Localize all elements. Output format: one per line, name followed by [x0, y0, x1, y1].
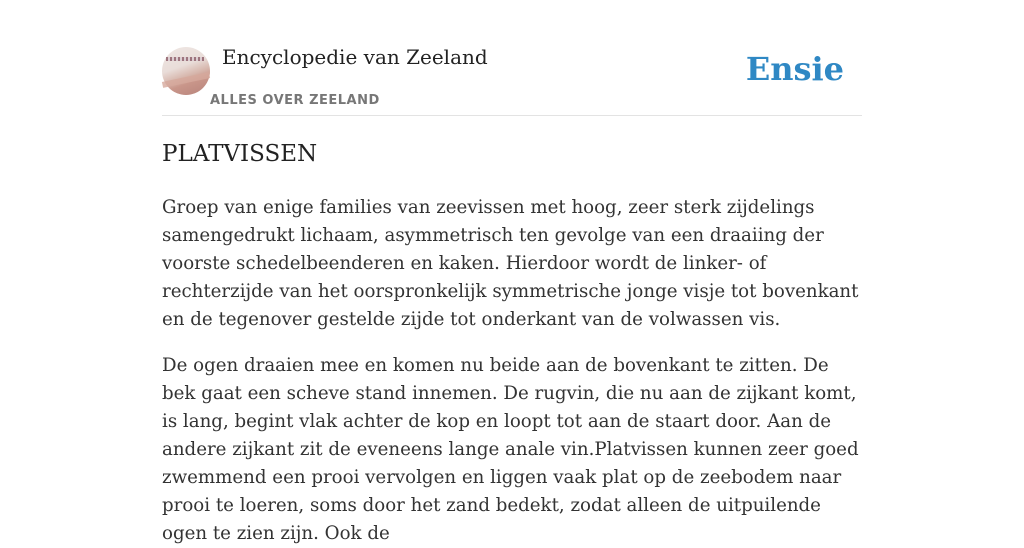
site-avatar[interactable]	[162, 47, 210, 95]
article-content	[162, 138, 862, 548]
site-title-link[interactable]: Encyclopedie van Zeeland	[222, 45, 488, 69]
avatar-pattern-band	[162, 72, 210, 88]
site-subtitle: ALLES OVER ZEELAND	[210, 93, 380, 108]
avatar-pattern	[166, 57, 204, 61]
article-paragraph-1: Groep van enige families van zeevissen met hoog, zeer sterk zijdelings samengedrukt lichaam, asymmetrisch ten gevolge van een draaiing der voorste schedelbeenderen en kaken. Hierdoor wordt de linker- of rechterzijde van het oorspronkelijk symmetrische jonge visje tot bovenkant en de tegenover gestelde zijde tot onderkant van de volwassen vis.	[162, 197, 859, 330]
article-title: PLATVISSEN	[162, 141, 318, 167]
brand-logo-link[interactable]: Ensie	[745, 50, 844, 88]
article-paragraph-2: De ogen draaien mee en komen nu beide aan de bovenkant te zitten. De bek gaat een scheve stand innemen. De rugvin, die nu aan de zijkant komt, is lang, begint vlak achter de kop en loopt tot aan de staart door. Aan de andere zijkant zit de eveneens lange anale vin.Platvissen kunnen zeer goed zwemmend een prooi vervolgen en liggen vaak plat op de zeebodem naar prooi te loeren, soms door het zand bedekt, zodat alleen de uitpuilende ogen te zien zijn. Ook de	[162, 355, 859, 544]
site-header	[162, 0, 862, 116]
